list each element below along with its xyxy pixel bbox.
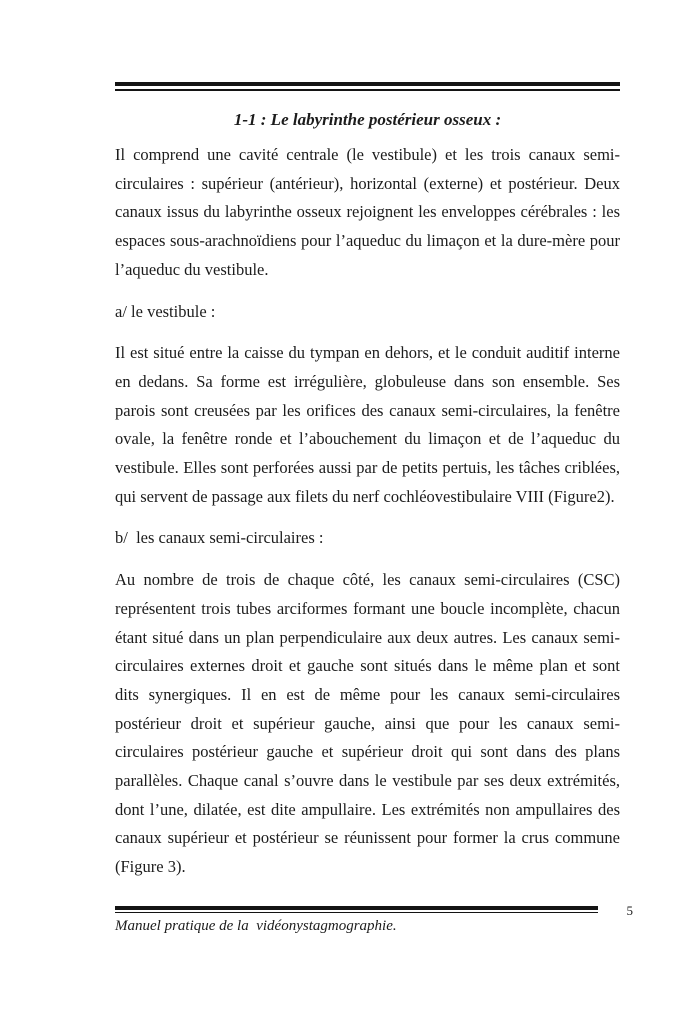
footer-book-title: Manuel pratique de la vidéonystagmographie. (115, 918, 397, 934)
page-content (115, 82, 620, 895)
section-title: 1-1 : Le labyrinthe postérieur osseux : (233, 110, 502, 129)
paragraph-intro: Il comprend une cavité centrale (le vestibule) et les trois canaux semi-circulaires : supérieur (antérieur), horizontal (externe) et postérieur. Deux canaux issus du labyrinthe osseux rejoignent les enveloppes cérébrales : les espaces sous-arachnoïdiens pour l’aqueduc du limaçon et la dure-mère pour l’aqueduc du vestibule. (115, 145, 620, 279)
footer-double-rule (115, 906, 598, 913)
paragraph-vestibule: Il est situé entre la caisse du tympan en dehors, et le conduit auditif interne en dedans. Sa forme est irrégulière, globuleuse dans son ensemble. Ses parois sont creusées par les orifices des canaux semi-circulaires, la fenêtre ovale, la fenêtre ronde et l’abouchement du limaçon et de l’aqueduc du vestibule. Elles sont perforées aussi par de petits pertuis, les tâches criblées, qui servent de passage aux filets du nerf cochléovestibulaire VIII (Figure2). (115, 343, 620, 506)
paragraph-canaux-semi-circulaires: Au nombre de trois de chaque côté, les canaux semi-circulaires (CSC) représentent trois tubes arciformes formant une boucle incomplète, chacun étant situé dans un plan perpendiculaire aux deux autres. Les canaux semi-circulaires externes droit et gauche sont situés dans le même plan et sont dits synergiques. Il en est de même pour les canaux semi-circulaires postérieur droit et supérieur gauche, ainsi que pour les canaux semi-circulaires postérieur gauche et supérieur droit qui sont dans des plans parallèles. Chaque canal s’ouvre dans le vestibule par ses deux extrémités, dont l’une, dilatée, est dite ampullaire. Les extrémités non ampullaires des canaux supérieur et postérieur se réunissent pour former la crus commune (Figure 3). (115, 570, 620, 877)
page-footer (115, 903, 633, 936)
subheading-vestibule: a/ le vestibule : (115, 301, 216, 321)
subheading-canaux-semi-circulaires: b/ les canaux semi-circulaires : (115, 528, 324, 548)
page-number: 5 (626, 903, 633, 918)
header-double-rule (115, 82, 620, 91)
